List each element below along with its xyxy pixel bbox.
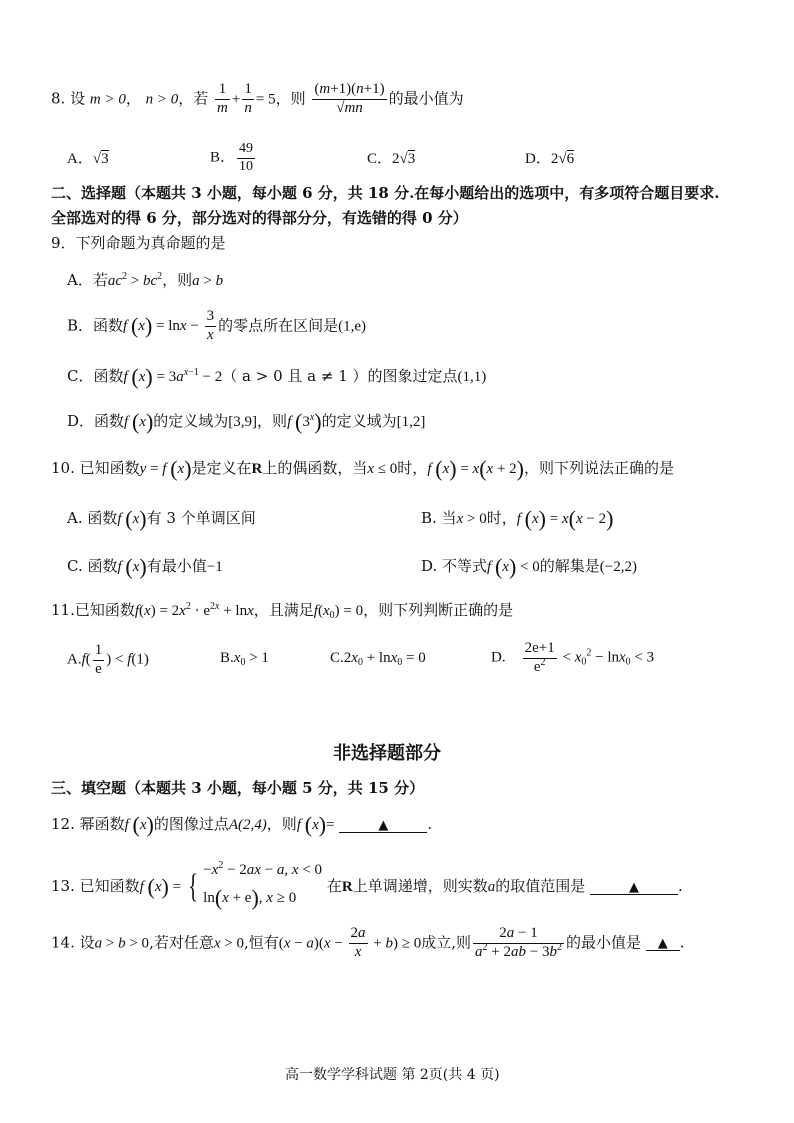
q11-option-a[interactable]: A.f( $\frac{1}{e}$ ) < f(1) <box>67 642 149 677</box>
q14-stem: 14. 设a > b > 0,若对任意x > 0,恒有(x − a)(x − $\frac{2a}{x}$ + b) ≥ 0成立,则 $\frac{2a - 1}{a^2 + 2ab - 3b^2}$ 的最小值是 ▲ . <box>51 925 685 960</box>
q13-piecewise: $-x^2 - 2ax - a$, x < 0 ln(x + e), x ≥ 0 <box>203 860 323 910</box>
q14-answer-blank[interactable] <box>646 935 680 951</box>
q10-option-c[interactable]: C. 函数f (x)有最小值−1 <box>67 554 223 579</box>
q9-stem: 9．下列命题为真命题的是 <box>51 234 226 252</box>
q8-option-d[interactable]: D．2√6 <box>525 151 575 167</box>
section3-title: 三、填空题（本题共 3 小题，每小题 5 分，共 15 分） <box>51 779 425 797</box>
section2-title-line2: 全部选对的得 6 分，部分选对的得部分分，有选错的得 0 分） <box>51 209 468 227</box>
q8-cond1: m > 0 <box>89 91 126 108</box>
q9-option-d[interactable]: D．函数f (x)的定义域为[3,9]，则f (3$^x$)的定义域为[1,2] <box>67 409 426 434</box>
triangle-icon: ▲ <box>629 879 640 895</box>
q8-target-frac: $\frac{(m+1)(n+1)}{√mn}$ <box>314 81 385 116</box>
q9-option-a[interactable]: A．若$ac^2 > bc^2$，则a > b <box>67 271 224 289</box>
q12-stem: 12. 幂函数f (x)的图像过点A(2,4)，则f (x)= ▲ . <box>51 812 433 837</box>
q11-stem: 11.已知函数$f(x) = 2x^2 \cdot e^{2x} + \ln x$，且满足$f(x_0) = 0$，则下列判断正确的是 <box>51 601 514 621</box>
q10-option-a[interactable]: A. 函数f (x)有 3 个单调区间 <box>67 506 256 531</box>
left-brace: { <box>188 867 198 905</box>
q8-option-b[interactable]: B． $\frac{49}{10}$ <box>210 141 254 174</box>
q10-option-b[interactable]: B. 当x > 0时，f (x) = x(x − 2) <box>421 506 614 531</box>
q9-option-b[interactable]: B．函数f (x) = lnx − $\frac{3}{x}$ 的零点所在区间是(1,e) <box>67 308 366 343</box>
q8-frac-1-over-n: $\frac{1}{n}$ <box>244 81 252 116</box>
q11-option-c[interactable]: $C.2x_0 + \ln x_0 = 0$ <box>330 650 426 668</box>
triangle-icon: ▲ <box>378 818 389 833</box>
q12-answer-blank[interactable] <box>339 817 427 833</box>
page-footer: 高一数学学科试题 第 2页(共 4 页) <box>285 1067 500 1083</box>
q8-stem: 8. 设 m > 0， n > 0，若 $\frac{1}{m}$ + $\frac{1}{n}$ = 5，则 $\frac{(m+1)(n+1)}{√mn}$ 的最小值为 <box>51 81 464 116</box>
triangle-icon: ▲ <box>657 936 668 952</box>
q11-option-d[interactable]: D. $\frac{2e+1}{e^2}$ < $x_0^2 - \ln x_0 < 3$ <box>491 640 655 675</box>
q13-answer-blank[interactable] <box>590 879 678 895</box>
q8-option-a[interactable]: A．√3 <box>67 151 109 167</box>
q8-option-c[interactable]: C．2√3 <box>367 151 416 167</box>
q13-stem: 13. 已知函数f (x) = { $-x^2 - 2ax - a$, x < 0 ln(x + e), x ≥ 0 在R上单调递增，则实数a的取值范围是 ▲ . <box>51 860 683 914</box>
q10-stem: 10. 已知函数y = f (x)是定义在R上的偶函数，当x ≤ 0时，f (x) = x(x + 2)，则下列说法正确的是 <box>51 456 675 481</box>
section2-title-line1: 二、选择题（本题共 3 小题，每小题 6 分，共 18 分.在每小题给出的选项中，有多项符合题目要求. <box>51 184 720 202</box>
q8-frac-1-over-m: $\frac{1}{m}$ <box>217 81 228 116</box>
q8-cond2: n > 0 <box>145 91 179 108</box>
q11-option-b[interactable]: $B.x_0 > 1$ <box>220 650 269 668</box>
q10-option-d[interactable]: D. 不等式f (x) < 0的解集是(−2,2) <box>421 554 637 579</box>
q9-option-c[interactable]: C．函数f $(x) = 3a^{x-1} - 2$（ a > 0 且 a ≠ 1 ）的图象过定点(1,1) <box>67 364 487 389</box>
nonchoice-title: 非选择题部分 <box>333 743 441 764</box>
